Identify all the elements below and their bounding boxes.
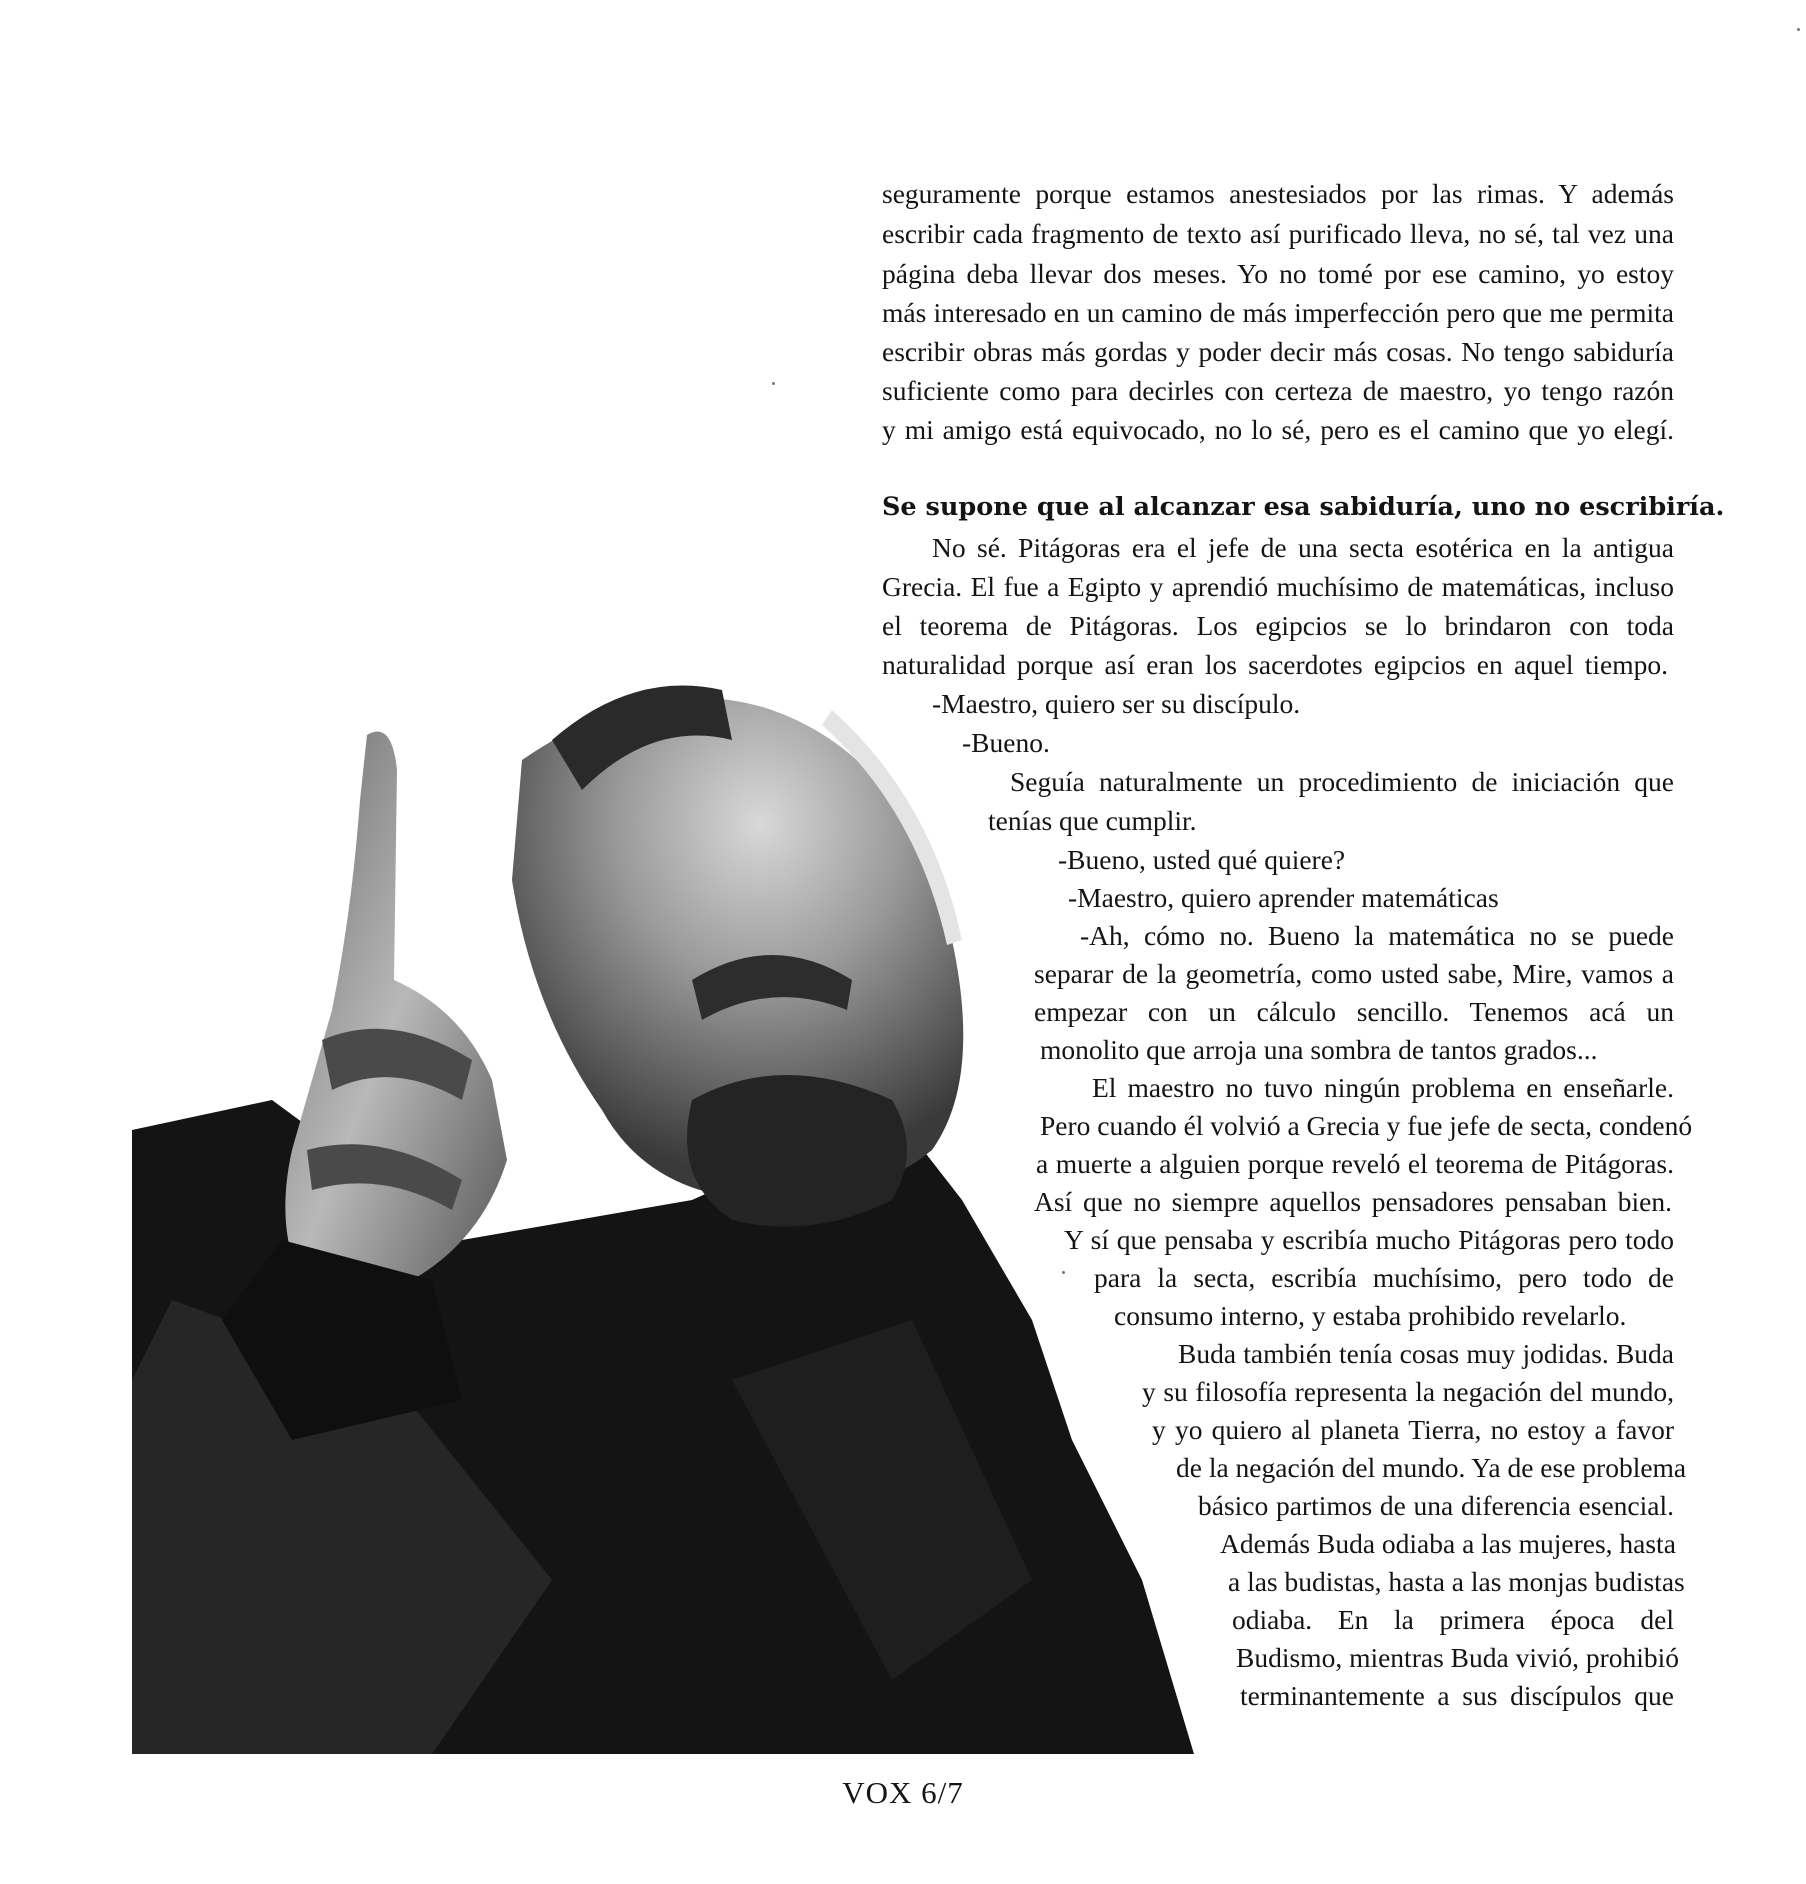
scan-speck	[1797, 28, 1800, 31]
text-line-2: escribir cada fragmento de texto así purificado lleva, no sé, tal vez una	[882, 218, 1674, 249]
text-line-24: Pero cuando él volvió a Grecia y fue jefe de secta, condenó	[1040, 1110, 1693, 1141]
text-line-4: más interesado en un camino de más imperfección pero que me permita	[882, 297, 1674, 328]
text-line-28: para la secta, escribía muchísimo, pero todo de	[1094, 1262, 1674, 1293]
text-line-3: página deba llevar dos meses. Yo no tomé por ese camino, yo estoy	[882, 258, 1674, 289]
text-line-5: escribir obras más gordas y poder decir más cosas. No tengo sabiduría	[882, 336, 1674, 367]
page-footer: VOX 6/7	[842, 1775, 964, 1810]
text-line-1: seguramente porque estamos anestesiados por las rimas. Y además	[882, 178, 1674, 209]
text-line-30: Buda también tenía cosas muy jodidas. Buda	[1178, 1338, 1674, 1369]
text-line-6: suficiente como para decirles con certeza de maestro, yo tengo razón	[882, 375, 1674, 406]
text-line-37: odiaba. En la primera época del	[1232, 1604, 1674, 1635]
text-line-22: monolito que arroja una sombra de tantos grados...	[1040, 1034, 1598, 1065]
text-line-9: No sé. Pitágoras era el jefe de una secta esotérica en la antigua	[932, 532, 1674, 563]
text-line-16: tenías que cumplir.	[988, 805, 1197, 836]
text-line-39: terminantemente a sus discípulos que	[1240, 1680, 1674, 1711]
scan-speck	[772, 382, 775, 385]
text-line-36: a las budistas, hasta a las monjas budistas	[1228, 1566, 1685, 1597]
dialogue-line-1: -Maestro, quiero ser su discípulo.	[932, 688, 1301, 719]
question-heading: Se supone que al alcanzar esa sabiduría, uno no escribiría.	[882, 492, 1725, 522]
text-line-26: Así que no siempre aquellos pensadores pensaban bien.	[1034, 1186, 1672, 1217]
text-line-11: el teorema de Pitágoras. Los egipcios se lo brindaron con toda	[882, 610, 1674, 641]
text-line-12: naturalidad porque así eran los sacerdotes egipcios en aquel tiempo.	[882, 649, 1668, 680]
text-line-31: y su filosofía representa la negación del mundo,	[1142, 1376, 1674, 1407]
text-line-23: El maestro no tuvo ningún problema en enseñarle.	[1092, 1072, 1674, 1103]
scan-speck	[1062, 1271, 1065, 1274]
dialogue-line-4: -Maestro, quiero aprender matemáticas	[1068, 882, 1499, 913]
text-line-10: Grecia. El fue a Egipto y aprendió muchísimo de matemáticas, incluso	[882, 571, 1674, 602]
text-line-27: Y sí que pensaba y escribía mucho Pitágoras pero todo	[1064, 1224, 1674, 1255]
text-line-25: a muerte a alguien porque reveló el teorema de Pitágoras.	[1036, 1148, 1674, 1179]
text-line-29: consumo interno, y estaba prohibido revelarlo.	[1114, 1300, 1627, 1331]
dialogue-line-2: -Bueno.	[962, 727, 1050, 758]
text-line-21: empezar con un cálculo sencillo. Tenemos acá un	[1034, 996, 1674, 1027]
text-line-33: de la negación del mundo. Ya de ese problema	[1176, 1452, 1687, 1483]
text-line-32: y yo quiero al planeta Tierra, no estoy a favor	[1152, 1414, 1674, 1445]
dialogue-line-3: -Bueno, usted qué quiere?	[1058, 844, 1346, 875]
text-line-38: Budismo, mientras Buda vivió, prohibió	[1236, 1642, 1680, 1673]
dialogue-line-5: -Ah, cómo no. Bueno la matemática no se puede	[1080, 920, 1674, 951]
text-line-35: Además Buda odiaba a las mujeres, hasta	[1220, 1528, 1676, 1559]
text-line-15: Seguía naturalmente un procedimiento de iniciación que	[1010, 766, 1674, 797]
text-line-20: separar de la geometría, como usted sabe, Mire, vamos a	[1034, 958, 1674, 989]
text-line-7: y mi amigo está equivocado, no lo sé, pero es el camino que yo elegí.	[882, 414, 1674, 445]
text-line-34: básico partimos de una diferencia esencial.	[1198, 1490, 1674, 1521]
